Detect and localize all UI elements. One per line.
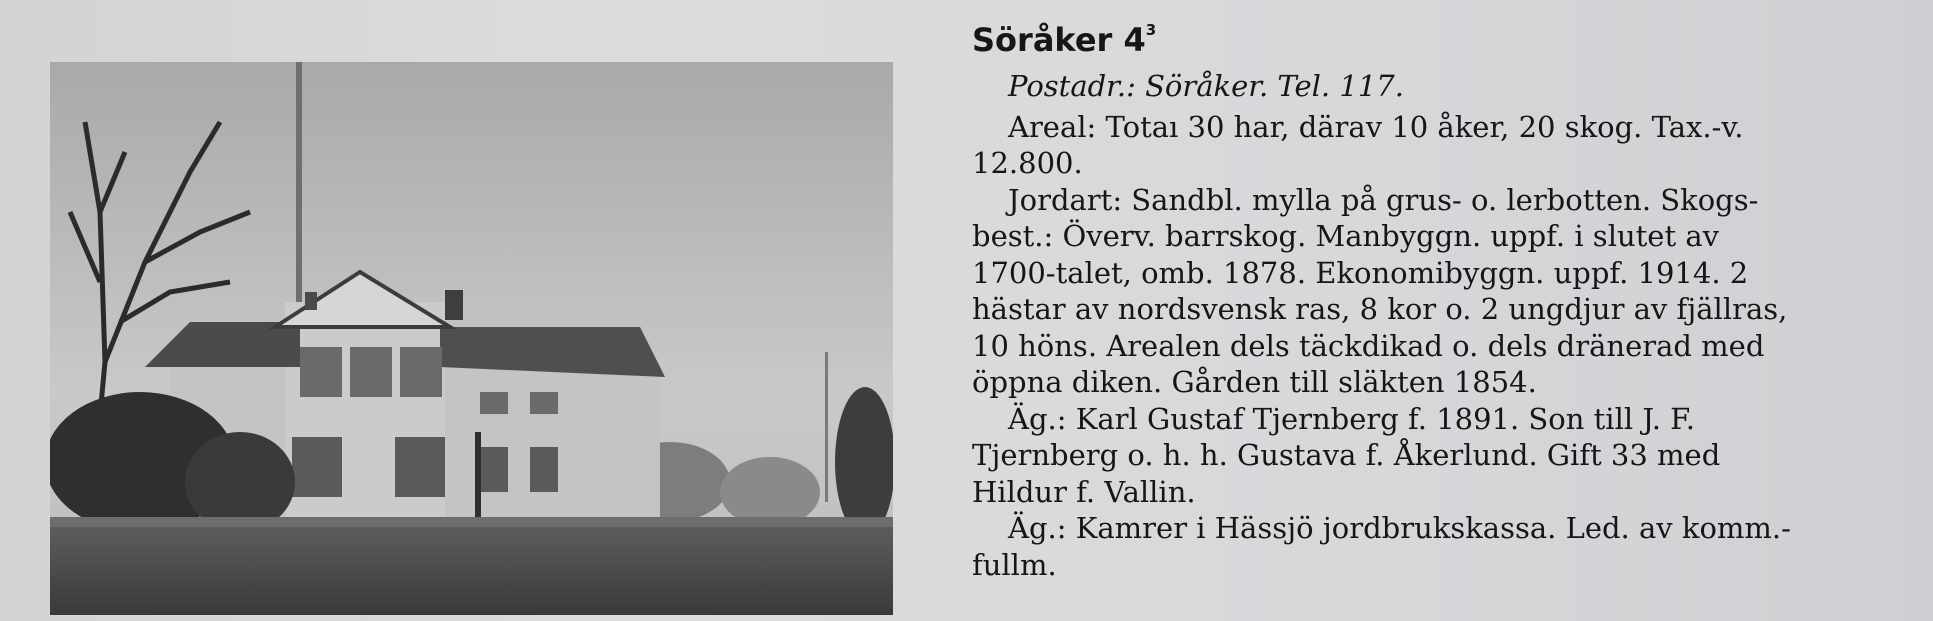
farmhouse-photo bbox=[50, 62, 893, 615]
text-line: best.: Överv. barrskog. Manbyggn. uppf. i slutet av bbox=[972, 219, 1720, 253]
entry-title-superscript: 3 bbox=[1145, 21, 1157, 39]
text-line: Äg.: Karl Gustaf Tjernberg f. 1891. Son till J. F. bbox=[1008, 401, 1695, 436]
text-line: Jordart: Sandbl. mylla på grus- o. lerbotten. Skogs- bbox=[1008, 182, 1759, 217]
text-line: öppna diken. Gården till släkten 1854. bbox=[972, 365, 1537, 399]
paragraph-jordart bbox=[972, 182, 1872, 401]
paragraph-owner bbox=[972, 401, 1872, 511]
text-line: 12.800. bbox=[972, 146, 1083, 180]
entry-text-block bbox=[972, 10, 1872, 583]
text-line: Tjernberg o. h. h. Gustava f. Åkerlund. Gift 33 med bbox=[972, 438, 1721, 472]
farmhouse-photo-image bbox=[50, 62, 893, 615]
postal-address: Postadr.: Söråker. Tel. 117. bbox=[1008, 69, 1404, 103]
text-line: 10 höns. Arealen dels täckdikad o. dels dränerad med bbox=[972, 328, 1765, 363]
text-line: 1700-talet, omb. 1878. Ekonomibyggn. uppf. 1914. 2 bbox=[972, 255, 1749, 290]
text-line: Äg.: Kamrer i Hässjö jordbrukskassa. Led. av komm.- bbox=[1008, 511, 1791, 545]
text-line: Areal: Totaı 30 har, därav 10 åker, 20 skog. Tax.-v. bbox=[1008, 109, 1744, 144]
text-line: hästar av nordsvensk ras, 8 kor o. 2 ungdjur av fjällras, bbox=[972, 292, 1788, 326]
entry-title-text: Söråker 4 bbox=[972, 21, 1146, 59]
paragraph-areal bbox=[972, 109, 1872, 182]
text-line: Hildur f. Vallin. bbox=[972, 474, 1196, 509]
paragraph-owner-role bbox=[972, 510, 1872, 583]
text-line: fullm. bbox=[972, 547, 1057, 582]
entry-title bbox=[972, 10, 1872, 60]
